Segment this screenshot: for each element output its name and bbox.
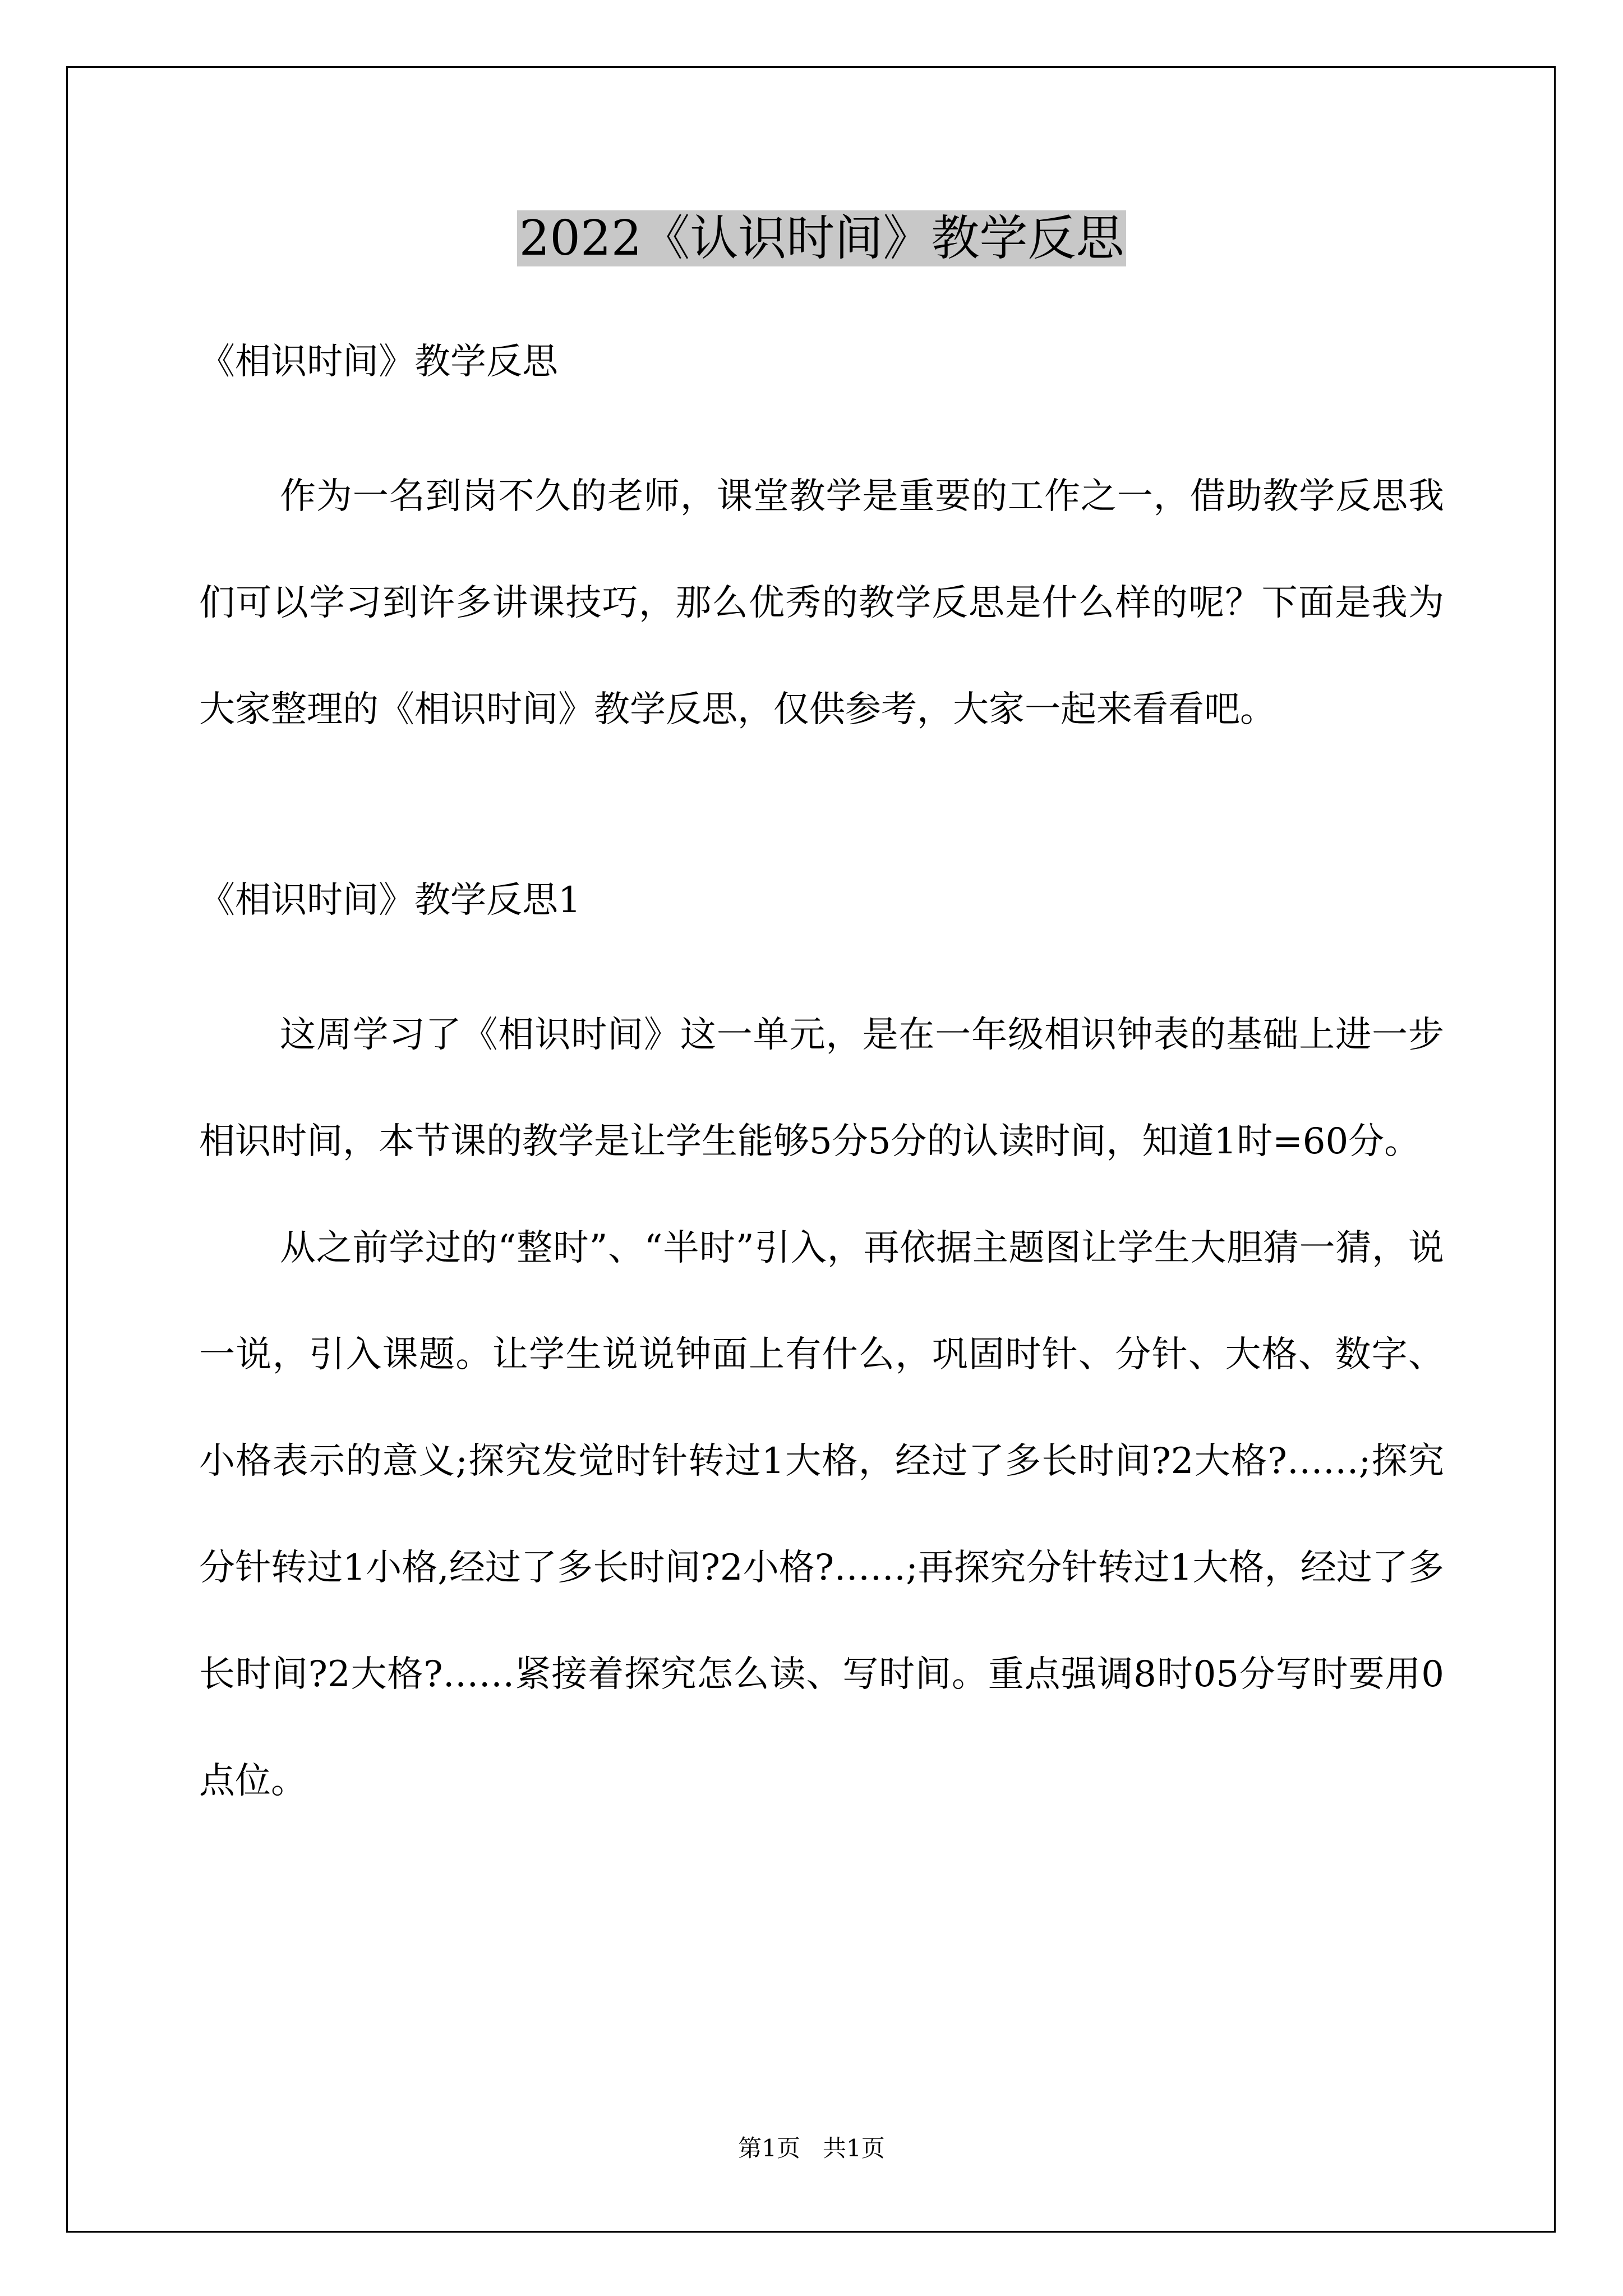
page-total: 共1页 [823,2134,885,2162]
section1-heading: 《相识时间》教学反思1 [199,880,581,921]
document-title [199,202,1444,275]
section1-paragraph-1: 这周学习了《相识时间》这一单元，是在一年级相识钟表的基础上进一步相识时间，本节课的教学是让学生能够5分5分的认读时间，知道1时=60分。 [199,1014,1444,1162]
page-number: 第1页 [738,2134,800,2162]
intro-paragraph: 作为一名到岗不久的老师，课堂教学是重要的工作之一，借助教学反思我们可以学习到许多讲课技巧，那么优秀的教学反思是什么样的呢？下面是我为大家整理的《相识时间》教学反思，仅供参考，大家一起来看看吧。 [199,476,1444,730]
document-body [199,202,1444,1834]
section-spacer [199,763,1444,875]
document-title-text: 2022《认识时间》教学反思 [517,210,1127,266]
section1-paragraph-2: 从之前学过的“整时”、“半时”引入，再依据主题图让学生大胆猜一猜，说一说，引入课题。让学生说说钟面上有什么，巩固时针、分针、大格、数字、小格表示的意义;探究发觉时针转过1大格，经过了多长时间?2大格?……;探究分针转过1小格,经过了多长时间?2小格?……;再探究分针转过1大格，经过了多长时间?2大格?……紧接着探究怎么读、写时间。重点强调8时05分写时要用0点位。 [199,1227,1444,1802]
intro-heading: 《相识时间》教学反思 [199,341,558,383]
page-footer [0,2132,1623,2165]
